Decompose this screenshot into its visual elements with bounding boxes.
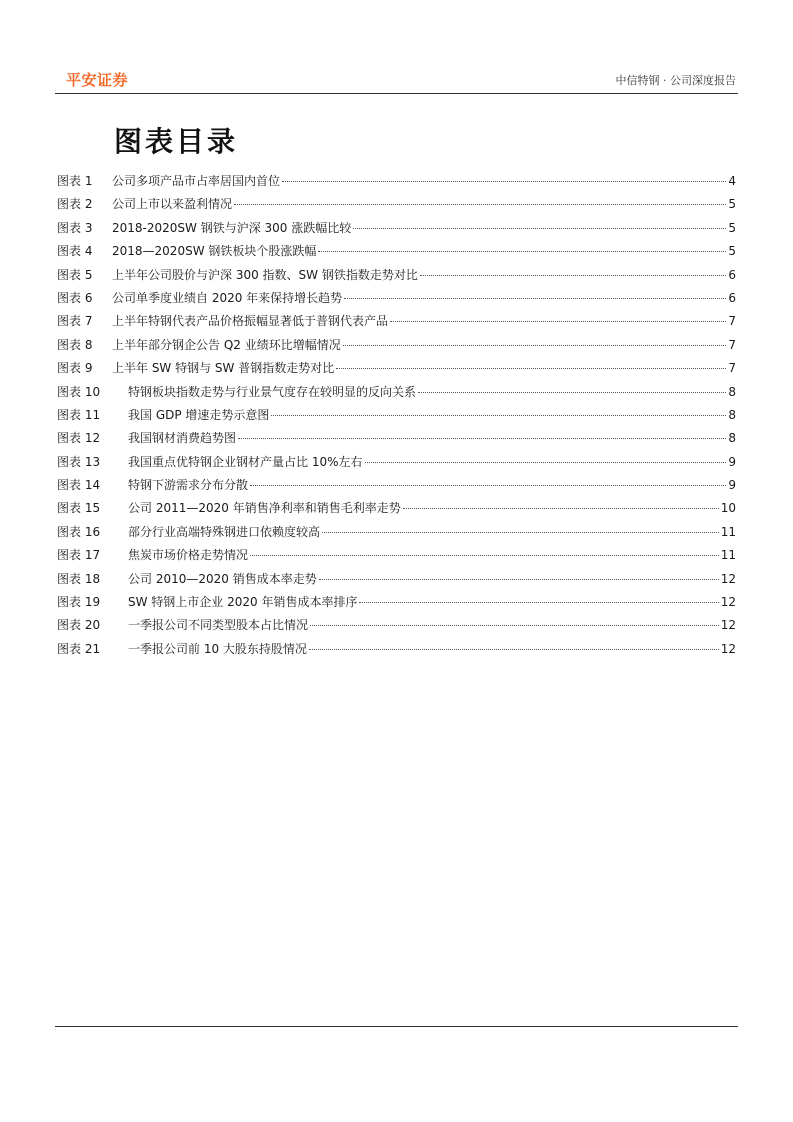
- toc-page: 9: [728, 454, 736, 469]
- toc-label: 图表 7: [57, 314, 93, 329]
- toc-page: 8: [728, 384, 736, 399]
- toc-label: 图表 11: [57, 407, 101, 422]
- toc-text: 焦炭市场价格走势情况: [128, 548, 249, 563]
- toc-label: 图表 8: [57, 337, 93, 352]
- toc-page: 12: [720, 618, 736, 633]
- toc-page: 5: [728, 220, 736, 235]
- toc-page: 12: [720, 595, 736, 610]
- toc-leader: [234, 204, 726, 205]
- toc-page: 11: [720, 524, 736, 539]
- toc-label: 图表 4: [57, 244, 93, 259]
- toc-text: 2018—2020SW 钢铁板块个股涨跌幅: [112, 244, 317, 259]
- toc-entry[interactable]: [57, 265, 736, 288]
- toc-leader: [359, 602, 718, 603]
- footer-divider: [55, 1026, 738, 1027]
- toc-leader: [353, 228, 726, 229]
- toc-text: 一季报公司前 10 大股东持股情况: [128, 641, 307, 656]
- toc-leader: [322, 532, 719, 533]
- toc-text: 我国 GDP 增速走势示意图: [128, 407, 270, 422]
- toc-leader: [319, 579, 719, 580]
- toc-leader: [310, 625, 719, 626]
- toc-label: 图表 19: [57, 595, 101, 610]
- toc-entry[interactable]: [57, 639, 736, 662]
- toc-label: 图表 17: [57, 548, 101, 563]
- toc-label: 图表 3: [57, 220, 93, 235]
- toc-entry[interactable]: [57, 335, 736, 358]
- toc-label: 图表 14: [57, 478, 101, 493]
- toc-leader: [403, 508, 719, 509]
- toc-text: 公司 2010—2020 销售成本率走势: [128, 571, 317, 586]
- toc-label: 图表 9: [57, 361, 93, 376]
- report-title-header: 中信特钢 · 公司深度报告: [615, 74, 736, 87]
- toc-entry[interactable]: [57, 311, 736, 334]
- toc-leader: [271, 415, 726, 416]
- toc-page: 5: [728, 244, 736, 259]
- toc-text: 公司多项产品市占率居国内首位: [112, 174, 281, 188]
- toc-label: 图表 6: [57, 290, 93, 305]
- toc-label: 图表 2: [57, 197, 93, 212]
- toc-entry[interactable]: [57, 428, 736, 451]
- toc-text: 2018-2020SW 钢铁与沪深 300 涨跌幅比较: [112, 220, 352, 235]
- toc-label: 图表 12: [57, 431, 101, 446]
- toc-text: 上半年公司股价与沪深 300 指数、SW 钢铁指数走势对比: [112, 267, 418, 282]
- toc-label: 图表 18: [57, 571, 101, 586]
- toc-label: 图表 15: [57, 501, 101, 516]
- toc-label: 图表 16: [57, 524, 101, 539]
- toc-label: 图表 10: [57, 384, 101, 399]
- toc-page: 5: [728, 197, 736, 212]
- toc-text: 上半年 SW 特钢与 SW 普钢指数走势对比: [112, 361, 335, 376]
- toc-entry[interactable]: [57, 288, 736, 311]
- toc-text: 一季报公司不同类型股本占比情况: [128, 618, 309, 633]
- toc-entry[interactable]: [57, 522, 736, 545]
- toc-leader: [336, 368, 726, 369]
- toc-entry[interactable]: [57, 218, 736, 241]
- toc-text: 公司 2011—2020 年销售净利率和销售毛利率走势: [128, 501, 401, 516]
- toc-text: 部分行业高端特殊钢进口依赖度较高: [128, 524, 321, 539]
- toc-label: 图表 5: [57, 267, 93, 282]
- toc-page: 7: [728, 361, 736, 376]
- toc-entry[interactable]: [57, 475, 736, 498]
- toc-text: 我国重点优特钢企业钢材产量占比 10%左右: [128, 454, 363, 469]
- toc-entry[interactable]: [57, 498, 736, 521]
- toc-text: 上半年特钢代表产品价格振幅显著低于普钢代表产品: [112, 314, 389, 329]
- toc-page: 12: [720, 571, 736, 586]
- toc-text: 公司单季度业绩自 2020 年来保持增长趋势: [112, 290, 343, 305]
- toc-leader: [390, 321, 726, 322]
- toc-text: 特钢板块指数走势与行业景气度存在较明显的反向关系: [128, 384, 417, 399]
- toc-page: 10: [720, 501, 736, 516]
- toc-entry[interactable]: [57, 615, 736, 638]
- toc-page: 7: [728, 314, 736, 329]
- toc-entry[interactable]: [57, 241, 736, 264]
- toc-page: 9: [728, 478, 736, 493]
- toc-leader: [318, 251, 726, 252]
- figure-toc-list: [57, 171, 736, 662]
- toc-leader: [343, 345, 726, 346]
- toc-page: 12: [720, 641, 736, 656]
- toc-entry[interactable]: [57, 382, 736, 405]
- toc-text: 特钢下游需求分布分散: [128, 478, 249, 493]
- toc-label: 图表 20: [57, 618, 101, 633]
- toc-text: 公司上市以来盈利情况: [112, 197, 233, 212]
- toc-entry[interactable]: [57, 569, 736, 592]
- page-title: 图表目录: [114, 125, 239, 158]
- toc-leader: [238, 438, 726, 439]
- toc-entry[interactable]: [57, 194, 736, 217]
- toc-page: 8: [728, 407, 736, 422]
- toc-leader: [418, 392, 726, 393]
- toc-page: 6: [728, 267, 736, 282]
- toc-page: 6: [728, 290, 736, 305]
- toc-entry[interactable]: [57, 405, 736, 428]
- toc-label: 图表 21: [57, 641, 101, 656]
- toc-entry[interactable]: [57, 545, 736, 568]
- toc-text: 我国钢材消费趋势图: [128, 431, 237, 446]
- toc-leader: [282, 181, 726, 182]
- toc-entry[interactable]: [57, 358, 736, 381]
- header-divider: [55, 93, 738, 94]
- toc-entry[interactable]: [57, 592, 736, 615]
- toc-text: 上半年部分钢企公告 Q2 业绩环比增幅情况: [112, 337, 341, 352]
- toc-leader: [250, 485, 726, 486]
- brand-logo: 平安证券: [66, 71, 129, 89]
- toc-leader: [420, 275, 726, 276]
- toc-leader: [344, 298, 726, 299]
- toc-label: 图表 13: [57, 454, 101, 469]
- toc-leader: [309, 649, 719, 650]
- toc-label: 图表 1: [57, 174, 93, 188]
- toc-leader: [250, 555, 719, 556]
- toc-page: 11: [720, 548, 736, 563]
- toc-text: SW 特钢上市企业 2020 年销售成本率排序: [128, 595, 358, 610]
- toc-page: 4: [728, 174, 736, 188]
- toc-entry[interactable]: [57, 171, 736, 194]
- toc-page: 7: [728, 337, 736, 352]
- toc-entry[interactable]: [57, 452, 736, 475]
- toc-leader: [365, 462, 727, 463]
- toc-page: 8: [728, 431, 736, 446]
